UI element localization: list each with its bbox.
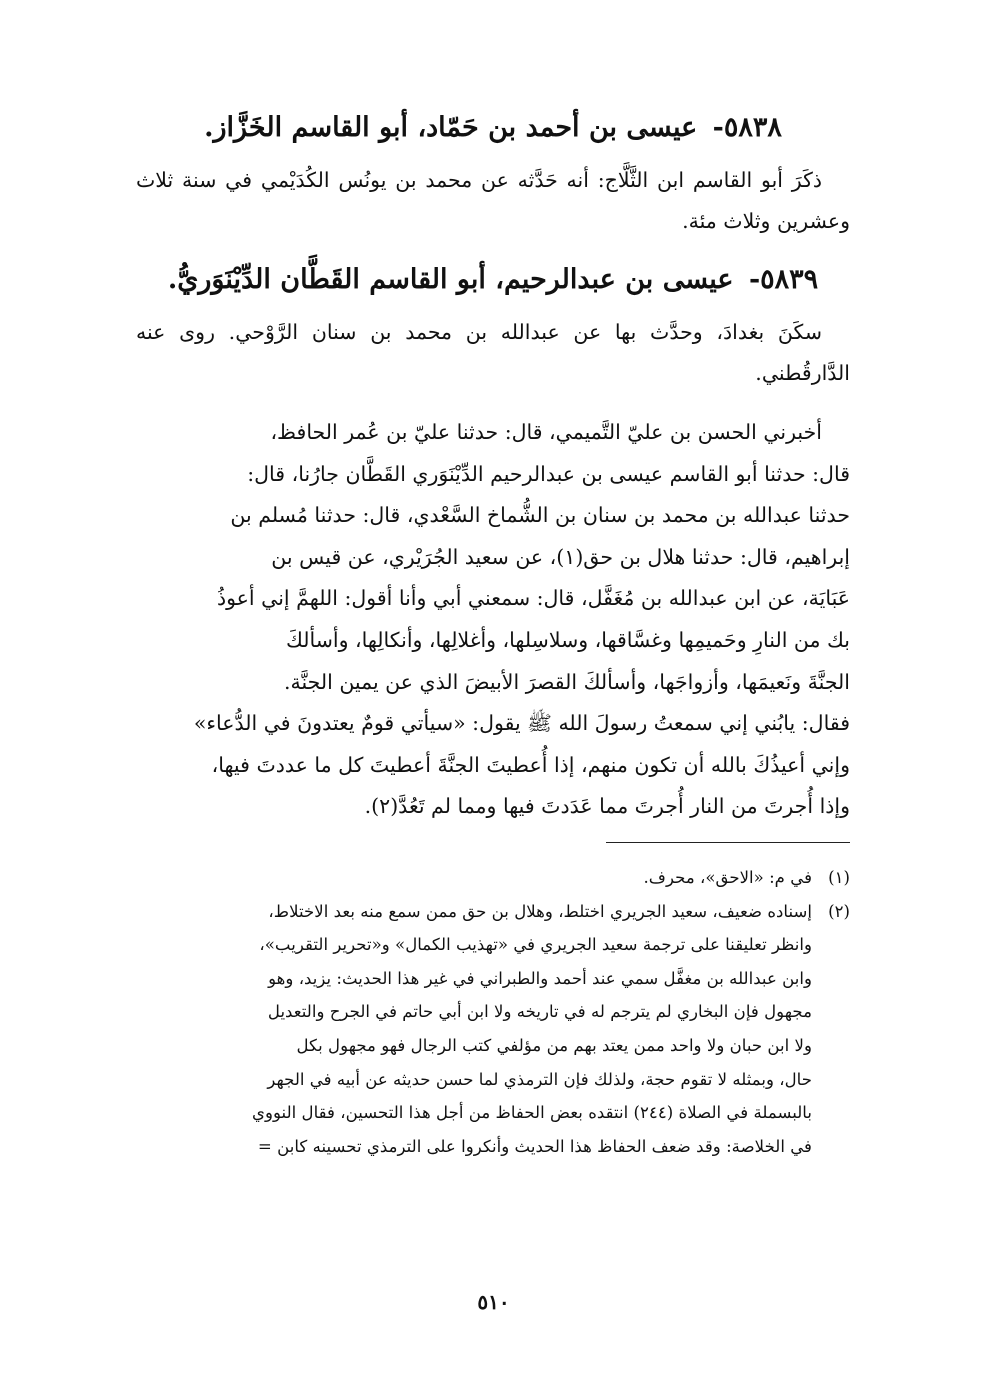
entry-name: عيسى بن أحمد بن حَمّاد، أبو القاسم الخَزَّاز. (204, 112, 698, 143)
page-content (136, 108, 850, 1163)
footnote-line: وانظر تعليقنا على ترجمة سعيد الجريري في «تهذيب الكمال» و«تحرير التقريب»، (259, 935, 812, 955)
footnote-line: حال، وبمثله لا تقوم حجة، ولذلك فإن الترمذي لما حسن حديثه عن أبيه في الجهر (267, 1069, 812, 1089)
entry-name: عيسى بن عبدالرحيم، أبو القاسم القَطَّان الدِّيْنَوَريُّ. (167, 264, 734, 295)
text-line: الجنَّةَ ونَعيمَها، وأزواجَها، وأسألكَ القصرَ الأبيضَ الذي عن يمين الجنَّة. (283, 669, 850, 694)
text-line: أخبرني الحسن بن عليّ التَّميمي، قال: حدثنا عليّ بن عُمر الحافظ، (270, 420, 822, 444)
footnote-number: (١) (828, 867, 850, 887)
footnote-line: بالبسملة في الصلاة (٢٤٤) انتقده بعض الحفاظ من أجل هذا التحسين، فقال النووي (251, 1103, 812, 1123)
hadith-text (136, 412, 850, 828)
footnote-divider (606, 842, 850, 843)
entry-heading (136, 108, 850, 148)
entry-heading (136, 260, 850, 300)
footnote-line: في الخلاصة: وقد ضعف الحفاظ هذا الحديث وأنكروا على الترمذي تحسينه كابن = (257, 1136, 812, 1156)
footnote-text: في م: «الاحق»، محرف. (643, 867, 812, 887)
text-line: وإذا أُجرتَ من النار أُجرتَ مما عَدَدتَ فيها ومما لم تَعُدَّ(٢). (364, 794, 850, 819)
text-line: عَبَايَة، عن ابن عبدالله بن مُغَفَّل، قال: سمعني أبي وأنا أقول: اللهمَّ إني أعوذُ (216, 586, 850, 611)
entry-paragraph: سكَنَ بغدادَ، وحدَّث بها عن عبدالله بن محمد بن سنان الرَّوْحي. روى عنه الدَّارقُطني. (136, 320, 850, 385)
text-line: حدثنا عبدالله بن محمد بن سنان بن الشُّماخ السَّعْدي، قال: حدثنا مُسلم بن (230, 503, 850, 528)
text-line: بك من النارِ وحَميمِها وغسَّاقها، وسلاسِلها، وأغلالِها، وأنكالِها، وأسألكَ (285, 627, 850, 652)
page-number: ٥١٠ (477, 1290, 510, 1314)
entry-number: ٥٨٣٨- (712, 112, 782, 143)
text-line: فقال: يابُني إني سمعتُ رسولَ الله ﷺ يقول: «سيأتي قومٌ يعتدونَ في الدُّعاء» (193, 711, 850, 736)
entry-paragraph: ذكَرَ أبو القاسم ابن الثَّلَّاج: أنه حَدَّثه عن محمد بن يونُس الكُدَيْمي في سنة ثلاث وعشرين وثلاث مئة. (136, 168, 850, 233)
footnote-2 (136, 895, 850, 929)
footnote-line: مجهول فإن البخاري لم يترجم له في تاريخه ولا ابن أبي حاتم في الجرح والتعديل (267, 1002, 812, 1022)
footnote-1 (136, 861, 850, 895)
footnote-text: إسناده ضعيف، سعيد الجريري اختلط، وهلال بن حق ممن سمع منه بعد الاختلاط، (268, 901, 812, 921)
footnote-line: ولا ابن حبان ولا واحد ممن يعتد بهم من مؤلفي كتب الرجال فهو مجهول بكل (296, 1035, 812, 1055)
footnote-line: وابن عبدالله بن مغفَّل سمي عند أحمد والطبراني في غير هذا الحديث: يزيد، وهو (268, 968, 812, 988)
footnotes (136, 861, 850, 1163)
footnote-number: (٢) (828, 901, 850, 921)
text-line: وإني أعيذُكَ بالله أن تكون منهم، إذا أُعطيتَ الجنَّةَ أعطيتَ كل ما عددتَ فيها، (211, 752, 850, 777)
entry-number: ٥٨٣٩- (748, 264, 819, 295)
text-line: إبراهيم، قال: حدثنا هلال بن حق(١)، عن سعيد الجُرَيْري، عن قيس بن (271, 544, 850, 569)
text-line: قال: حدثنا أبو القاسم عيسى بن عبدالرحيم الدِّيْنَوَري القَطَّان جارُنا، قال: (247, 461, 850, 486)
